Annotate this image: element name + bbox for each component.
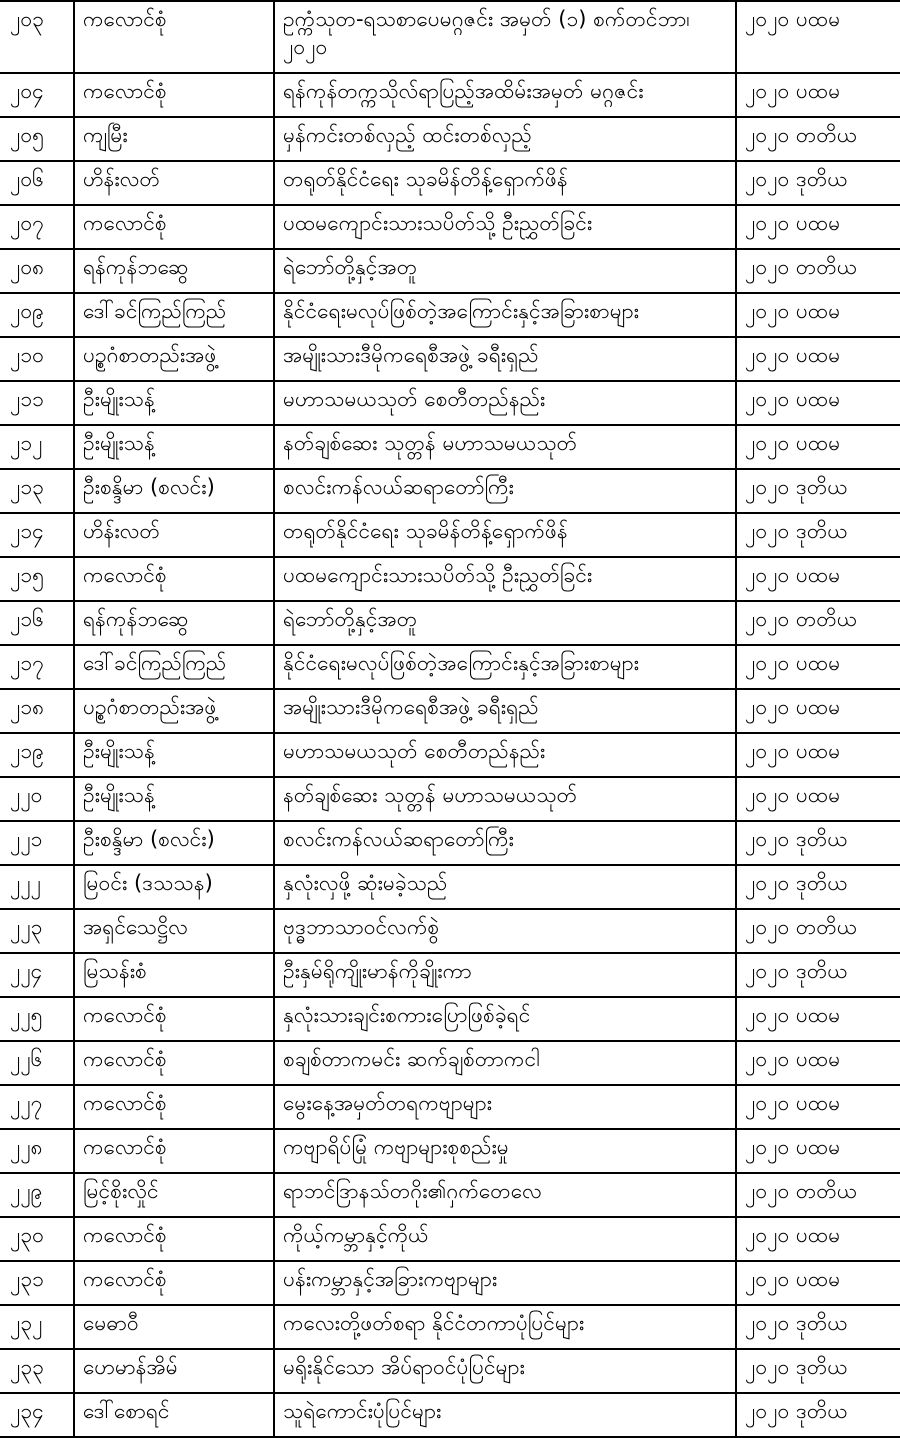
author-cell: ဒေါ်ခင်ကြည်ကြည်: [74, 293, 274, 337]
title-cell: မွေးနေ့အမှတ်တရကဗျာများ: [274, 1085, 736, 1129]
edition-cell: ၂၀၂၀ ဒုတိယ: [736, 1305, 900, 1349]
title-cell: ဗုဒ္ဓဘာသာဝင်လက်စွဲ: [274, 909, 736, 953]
edition-cell: ၂၀၂၀ ပထမ: [736, 73, 900, 117]
author-cell: မေဓာဝီ: [74, 1305, 274, 1349]
author-cell: မြသန်းစံ: [74, 953, 274, 997]
table-row: [0, 909, 900, 953]
edition-cell: ၂၀၂၀ ပထမ: [736, 997, 900, 1041]
table-row: [0, 469, 900, 513]
author-cell: ကလောင်စုံ: [74, 997, 274, 1041]
author-cell: ပဥ္စဂံစာတည်းအဖွဲ့: [74, 337, 274, 381]
author-cell: ရန်ကုန်ဘဆွေ: [74, 601, 274, 645]
author-cell: ဦးစန္ဒိမာ (စလင်း): [74, 821, 274, 865]
title-cell: ကလေးတို့ဖတ်စရာ နိုင်ငံတကာပုံပြင်များ: [274, 1305, 736, 1349]
table-row: [0, 249, 900, 293]
table-row: [0, 381, 900, 425]
table-row: [0, 953, 900, 997]
row-number-cell: ၂၁၇: [0, 645, 74, 689]
table-row: [0, 557, 900, 601]
title-cell: မှန်ကင်းတစ်လှည့် ထင်းတစ်လှည့်: [274, 117, 736, 161]
edition-cell: ၂၀၂၀ ပထမ: [736, 557, 900, 601]
title-cell: ပထမကျောင်းသားသပိတ်သို့ ဦးညွှတ်ခြင်း: [274, 205, 736, 249]
row-number-cell: ၂၁၃: [0, 469, 74, 513]
edition-cell: ၂၀၂၀ တတိယ: [736, 601, 900, 645]
edition-cell: ၂၀၂၀ ဒုတိယ: [736, 821, 900, 865]
author-cell: ကျမြီး: [74, 117, 274, 161]
row-number-cell: ၂၂၇: [0, 1085, 74, 1129]
table-row: [0, 777, 900, 821]
title-cell: မရိုးနိုင်သော အိပ်ရာဝင်ပုံပြင်များ: [274, 1349, 736, 1393]
table-row: [0, 1041, 900, 1085]
edition-cell: ၂၀၂၀ ပထမ: [736, 689, 900, 733]
author-cell: ကလောင်စုံ: [74, 205, 274, 249]
title-cell: မဟာသမယသုတ် စေတီတည်နည်း: [274, 381, 736, 425]
edition-cell: ၂၀၂၀ ဒုတိယ: [736, 469, 900, 513]
edition-cell: ၂၀၂၀ ပထမ: [736, 1041, 900, 1085]
table-row: [0, 1, 900, 73]
row-number-cell: ၂၂၃: [0, 909, 74, 953]
row-number-cell: ၂၁၂: [0, 425, 74, 469]
author-cell: ပဥ္စဂံစာတည်းအဖွဲ့: [74, 689, 274, 733]
title-cell: အမျိုးသားဒီမိုကရေစီအဖွဲ့ ခရီးရှည်: [274, 337, 736, 381]
row-number-cell: ၂၂၀: [0, 777, 74, 821]
title-cell: နိုင်ငံရေးမလုပ်ဖြစ်တဲ့အကြောင်းနှင့်အခြားစာများ: [274, 645, 736, 689]
author-cell: ဦးမျိုးသန့်: [74, 777, 274, 821]
author-cell: ကလောင်စုံ: [74, 1041, 274, 1085]
edition-cell: ၂၀၂၀ တတိယ: [736, 249, 900, 293]
author-cell: ကလောင်စုံ: [74, 1129, 274, 1173]
title-cell: ဦးနှမ်ရိုကျိုးမာန်ကိုချိုးကာ: [274, 953, 736, 997]
edition-cell: ၂၀၂၀ ပထမ: [736, 293, 900, 337]
title-cell: မဟာသမယသုတ် စေတီတည်နည်း: [274, 733, 736, 777]
table-row: [0, 1393, 900, 1437]
table-row: [0, 865, 900, 909]
title-cell: တရုတ်နိုင်ငံရေး သုခမိန်တိန့်ရှောက်ဖိန်: [274, 161, 736, 205]
title-cell: ရန်ကုန်တက္ကသိုလ်ရာပြည့်အထိမ်းအမှတ် မဂ္ဂဇင်း: [274, 73, 736, 117]
author-cell: ကလောင်စုံ: [74, 557, 274, 601]
row-number-cell: ၂၁၉: [0, 733, 74, 777]
author-cell: မြဝင်း (ဒသသန): [74, 865, 274, 909]
edition-cell: ၂၀၂၀ ဒုတိယ: [736, 1393, 900, 1437]
author-cell: ဦးမျိုးသန့်: [74, 425, 274, 469]
title-cell: သူရဲကောင်းပုံပြင်များ: [274, 1393, 736, 1437]
edition-cell: ၂၀၂၀ ဒုတိယ: [736, 161, 900, 205]
author-cell: ကလောင်စုံ: [74, 1261, 274, 1305]
author-cell: ဒေါ်ခင်ကြည်ကြည်: [74, 645, 274, 689]
edition-cell: ၂၀၂၀ ပထမ: [736, 1261, 900, 1305]
edition-cell: ၂၀၂၀ ပထမ: [736, 733, 900, 777]
row-number-cell: ၂၃၂: [0, 1305, 74, 1349]
table-row: [0, 997, 900, 1041]
title-cell: စလင်းကန်လယ်ဆရာတော်ကြီး: [274, 469, 736, 513]
edition-cell: ၂၀၂၀ ဒုတိယ: [736, 953, 900, 997]
title-cell: နတ်ချစ်ဆေး သုတ္တန် မဟာသမယသုတ်: [274, 425, 736, 469]
row-number-cell: ၂၀၉: [0, 293, 74, 337]
table-row: [0, 1349, 900, 1393]
title-cell: ကိုယ့်ကမ္ဘာနှင့်ကိုယ်: [274, 1217, 736, 1261]
row-number-cell: ၂၀၇: [0, 205, 74, 249]
row-number-cell: ၂၀၃: [0, 1, 74, 73]
table-row: [0, 293, 900, 337]
author-cell: ကလောင်စုံ: [74, 1085, 274, 1129]
row-number-cell: ၂၂၄: [0, 953, 74, 997]
edition-cell: ၂၀၂၀ ပထမ: [736, 381, 900, 425]
table-row: [0, 645, 900, 689]
author-cell: ဟေမာန်အိမ်: [74, 1349, 274, 1393]
row-number-cell: ၂၃၃: [0, 1349, 74, 1393]
row-number-cell: ၂၃၄: [0, 1393, 74, 1437]
row-number-cell: ၂၁၆: [0, 601, 74, 645]
row-number-cell: ၂၀၄: [0, 73, 74, 117]
title-cell: ရာဘင်ဒြာနသ်တဂိုး၏ဂှက်တေလေ: [274, 1173, 736, 1217]
table-row: [0, 337, 900, 381]
title-cell: နှလုံးသားချင်းစကားပြောဖြစ်ခဲ့ရင်: [274, 997, 736, 1041]
title-cell: တရုတ်နိုင်ငံရေး သုခမိန်တိန့်ရှောက်ဖိန်: [274, 513, 736, 557]
table-row: [0, 205, 900, 249]
table-row: [0, 1129, 900, 1173]
table-row: [0, 73, 900, 117]
edition-cell: ၂၀၂၀ တတိယ: [736, 117, 900, 161]
row-number-cell: ၂၂၉: [0, 1173, 74, 1217]
table-row: [0, 733, 900, 777]
author-cell: ကလောင်စုံ: [74, 1217, 274, 1261]
author-cell: အရှင်သေဋ္ဌိလ: [74, 909, 274, 953]
table-row: [0, 1085, 900, 1129]
row-number-cell: ၂၂၂: [0, 865, 74, 909]
edition-cell: ၂၀၂၀ တတိယ: [736, 1173, 900, 1217]
table-row: [0, 1217, 900, 1261]
title-cell: ပထမကျောင်းသားသပိတ်သို့ ဦးညွှတ်ခြင်း: [274, 557, 736, 601]
title-cell: ပန်းကမ္ဘာနှင့်အခြားကဗျာများ: [274, 1261, 736, 1305]
table-row: [0, 821, 900, 865]
title-cell: နိုင်ငံရေးမလုပ်ဖြစ်တဲ့အကြောင်းနှင့်အခြားစာများ: [274, 293, 736, 337]
title-cell: အမျိုးသားဒီမိုကရေစီအဖွဲ့ ခရီးရှည်: [274, 689, 736, 733]
row-number-cell: ၂၂၈: [0, 1129, 74, 1173]
author-cell: ဒေါ်စောရင်: [74, 1393, 274, 1437]
edition-cell: ၂၀၂၀ ပထမ: [736, 645, 900, 689]
edition-cell: ၂၀၂၀ တတိယ: [736, 909, 900, 953]
edition-cell: ၂၀၂၀ ပထမ: [736, 425, 900, 469]
author-cell: ရန်ကုန်ဘဆွေ: [74, 249, 274, 293]
edition-cell: ၂၀၂၀ ဒုတိယ: [736, 1349, 900, 1393]
row-number-cell: ၂၂၆: [0, 1041, 74, 1085]
title-cell: နှလုံးလှဖို့ ဆုံးမခဲ့သည်: [274, 865, 736, 909]
table-row: [0, 425, 900, 469]
row-number-cell: ၂၁၀: [0, 337, 74, 381]
title-cell: နတ်ချစ်ဆေး သုတ္တန် မဟာသမယသုတ်: [274, 777, 736, 821]
author-cell: ဟိန်းလတ်: [74, 161, 274, 205]
author-cell: မြင့်စိုးလှိုင်: [74, 1173, 274, 1217]
row-number-cell: ၂၂၁: [0, 821, 74, 865]
author-cell: ကလောင်စုံ: [74, 73, 274, 117]
row-number-cell: ၂၃၁: [0, 1261, 74, 1305]
author-cell: ဦးမျိုးသန့်: [74, 381, 274, 425]
title-cell: ရဲဘော်တို့နှင့်အတူ: [274, 249, 736, 293]
edition-cell: ၂၀၂၀ ဒုတိယ: [736, 513, 900, 557]
row-number-cell: ၂၀၅: [0, 117, 74, 161]
edition-cell: ၂၀၂၀ ပထမ: [736, 777, 900, 821]
table-row: [0, 1173, 900, 1217]
edition-cell: ၂၀၂၀ ပထမ: [736, 1129, 900, 1173]
table-row: [0, 1261, 900, 1305]
row-number-cell: ၂၀၆: [0, 161, 74, 205]
row-number-cell: ၂၃၀: [0, 1217, 74, 1261]
edition-cell: ၂၀၂၀ ဒုတိယ: [736, 865, 900, 909]
row-number-cell: ၂၁၁: [0, 381, 74, 425]
author-cell: ဦးစန္ဒိမာ (စလင်း): [74, 469, 274, 513]
edition-cell: ၂၀၂၀ ပထမ: [736, 1217, 900, 1261]
edition-cell: ၂၀၂၀ ပထမ: [736, 1, 900, 73]
author-cell: ဟိန်းလတ်: [74, 513, 274, 557]
row-number-cell: ၂၁၈: [0, 689, 74, 733]
row-number-cell: ၂၁၄: [0, 513, 74, 557]
author-cell: ကလောင်စုံ: [74, 1, 274, 73]
title-cell: စလင်းကန်လယ်ဆရာတော်ကြီး: [274, 821, 736, 865]
table-body: [0, 1, 900, 1437]
table-row: [0, 117, 900, 161]
author-cell: ဦးမျိုးသန့်: [74, 733, 274, 777]
title-cell: ကဗျာရိပ်မြုံ ကဗျာများစုစည်းမှု: [274, 1129, 736, 1173]
row-number-cell: ၂၀၈: [0, 249, 74, 293]
title-cell: ဥက္ကံသုတ-ရသစာပေမဂ္ဂဇင်း အမှတ် (၁) စက်တင်ဘာ၊ ၂၀၂၀: [274, 1, 736, 73]
table-row: [0, 689, 900, 733]
row-number-cell: ၂၁၅: [0, 557, 74, 601]
table-row: [0, 601, 900, 645]
table-row: [0, 1305, 900, 1349]
row-number-cell: ၂၂၅: [0, 997, 74, 1041]
edition-cell: ၂၀၂၀ ပထမ: [736, 337, 900, 381]
table-row: [0, 161, 900, 205]
title-cell: စချစ်တာကမင်း ဆက်ချစ်တာကငါ: [274, 1041, 736, 1085]
table-row: [0, 513, 900, 557]
title-cell: ရဲဘော်တို့နှင့်အတူ: [274, 601, 736, 645]
edition-cell: ၂၀၂၀ ပထမ: [736, 205, 900, 249]
edition-cell: ၂၀၂၀ ပထမ: [736, 1085, 900, 1129]
